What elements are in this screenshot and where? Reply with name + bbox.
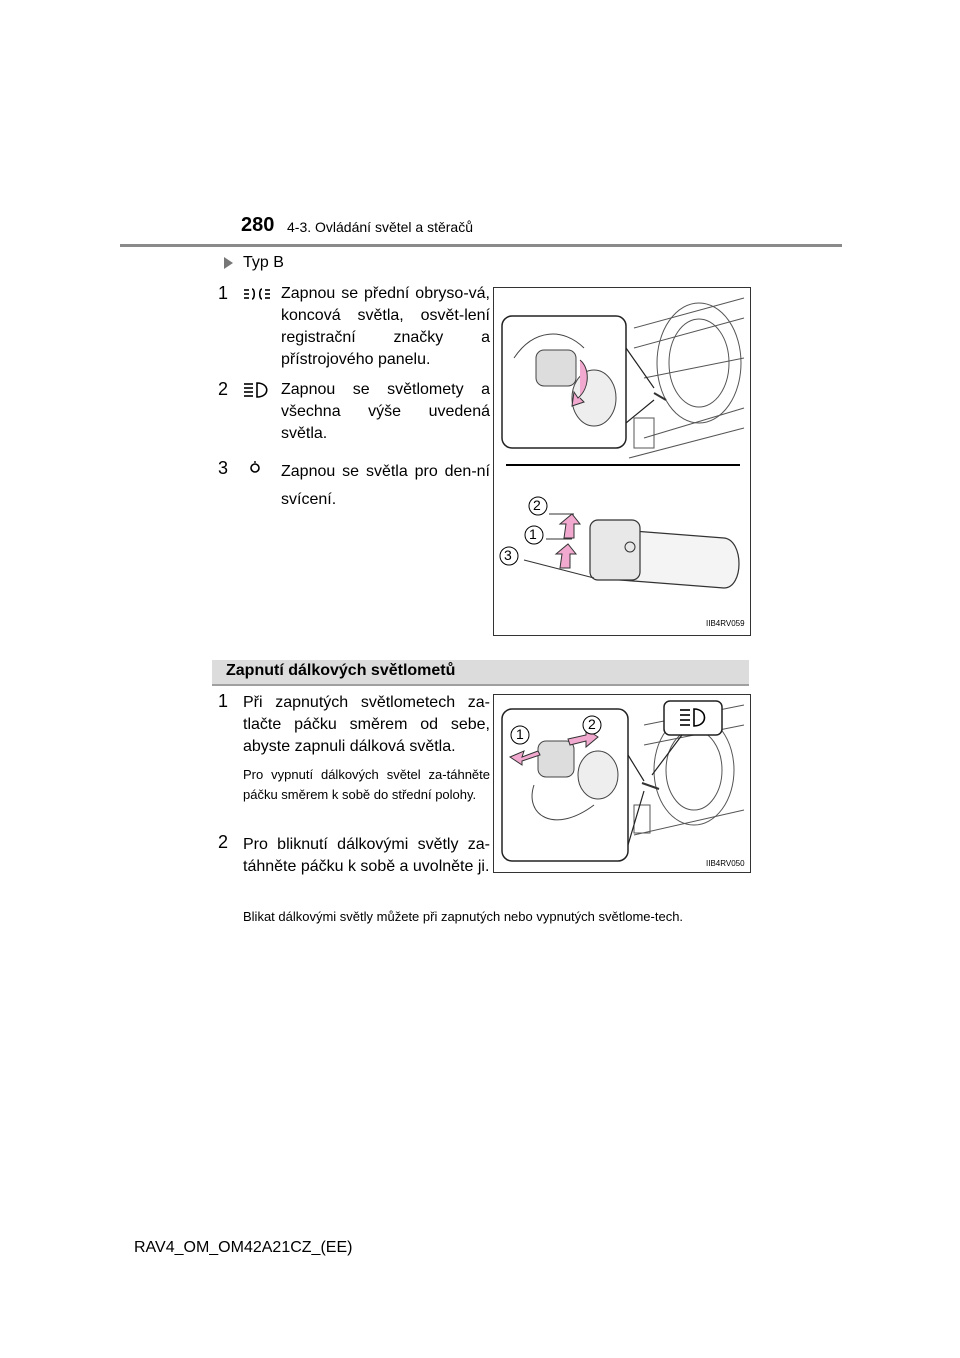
high-item-number-2: 2 bbox=[218, 832, 229, 852]
item-number-3: 3 bbox=[218, 458, 229, 478]
push-arrow-2-icon bbox=[560, 514, 580, 538]
item-text-1: Zapnou se přední obryso-vá, koncová světla, osvět-lení registrační značky a přístrojového panelu. bbox=[281, 285, 490, 368]
figure-headlight-switch bbox=[493, 287, 751, 636]
figure-code: IIB4RV050 bbox=[706, 859, 745, 868]
parking-lights-icon bbox=[243, 286, 271, 307]
push-arrow-1-icon bbox=[556, 544, 576, 568]
figure-high-beam bbox=[493, 694, 751, 873]
headlights-icon bbox=[243, 381, 271, 404]
item-number-1: 1 bbox=[218, 283, 229, 303]
type-label bbox=[224, 254, 284, 272]
figure-code: IIB4RV059 bbox=[706, 619, 745, 628]
header-divider bbox=[120, 244, 842, 247]
callout-2: 2 bbox=[533, 497, 541, 513]
item-text-2: Zapnou se světlomety a všechna výše uvedená světla. bbox=[281, 381, 490, 442]
callout-3: 3 bbox=[504, 547, 512, 563]
callout-1: 1 bbox=[516, 726, 524, 742]
item-text-3: Zapnou se světla pro den-ní svícení. bbox=[281, 463, 490, 508]
high-item-note-1: Pro vypnutí dálkových světel za-táhněte páčku směrem k sobě do střední polohy. bbox=[243, 767, 490, 802]
footer-doc-id: RAV4_OM_OM42A21CZ_(EE) bbox=[134, 1239, 353, 1256]
callout-1: 1 bbox=[529, 526, 537, 542]
section-heading-text: Zapnutí dálkových světlometů bbox=[226, 662, 456, 679]
section-title: 4-3. Ovládání světel a stěračů bbox=[287, 219, 473, 235]
type-label-text: Typ B bbox=[243, 254, 284, 271]
bullet-triangle-icon bbox=[224, 257, 233, 269]
drl-icon bbox=[248, 461, 262, 480]
callout-2: 2 bbox=[588, 716, 596, 732]
page-number: 280 bbox=[241, 214, 275, 236]
high-item-number-1: 1 bbox=[218, 691, 229, 711]
section-heading bbox=[212, 660, 749, 686]
item-number-2: 2 bbox=[218, 379, 229, 399]
flash-note: Blikat dálkovými světly můžete při zapnutých nebo vypnutých světlome-tech. bbox=[243, 909, 684, 924]
high-item-text-1: Při zapnutých světlometech za-tlačte páčku směrem od sebe, abyste zapnuli dálková světla. bbox=[243, 694, 490, 755]
high-item-text-2: Pro bliknutí dálkovými světly za-táhněte páčku k sobě a uvolněte ji. bbox=[243, 836, 490, 875]
